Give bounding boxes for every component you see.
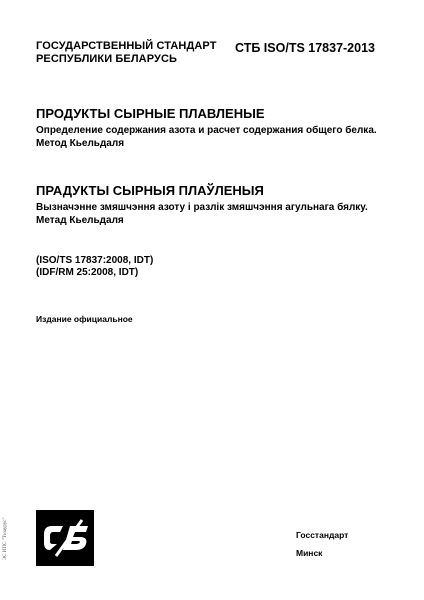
publisher-block [296, 526, 348, 562]
state-standard-line2: РЕСПУБЛИКИ БЕЛАРУСЬ [36, 53, 177, 65]
subtitle-russian-line2: Метод Кьельдаля [36, 138, 125, 149]
idf-reference: (IDF/RM 25:2008, IDT) [36, 267, 139, 278]
document-header [36, 40, 396, 74]
international-references [36, 255, 153, 279]
title-belarusian: ПРАДУКТЫ СЫРНЫЯ ПЛАЎЛЕНЫЯ [36, 183, 264, 198]
standard-code: СТБ ISO/TS 17837-2013 [235, 41, 375, 55]
side-stamp: ЭС ИПС "Тезаурус" [3, 517, 8, 560]
subtitle-belarusian-line2: Метад Кьельдаля [36, 215, 124, 226]
state-standard-label [36, 40, 217, 66]
subtitle-russian-line1: Определение содержания азота и расчет содержания общего белка. [36, 125, 377, 136]
publisher-city: Минск [296, 548, 323, 558]
subtitle-belarusian [36, 201, 406, 227]
stb-logo-icon [36, 510, 94, 566]
title-russian: ПРОДУКТЫ СЫРНЫЕ ПЛАВЛЕНЫЕ [36, 106, 265, 121]
state-standard-line1: ГОСУДАРСТВЕННЫЙ СТАНДАРТ [36, 40, 217, 52]
iso-reference: (ISO/TS 17837:2008, IDT) [36, 255, 154, 266]
title-block-russian [36, 106, 406, 150]
edition-label: Издание официальное [36, 314, 133, 324]
subtitle-russian [36, 124, 406, 150]
publisher-name: Госстандарт [296, 530, 349, 540]
title-block-belarusian [36, 183, 406, 227]
subtitle-belarusian-line1: Вызначэнне змяшчэння азоту і разлік змяшчэння агульнага бялку. [36, 202, 368, 213]
